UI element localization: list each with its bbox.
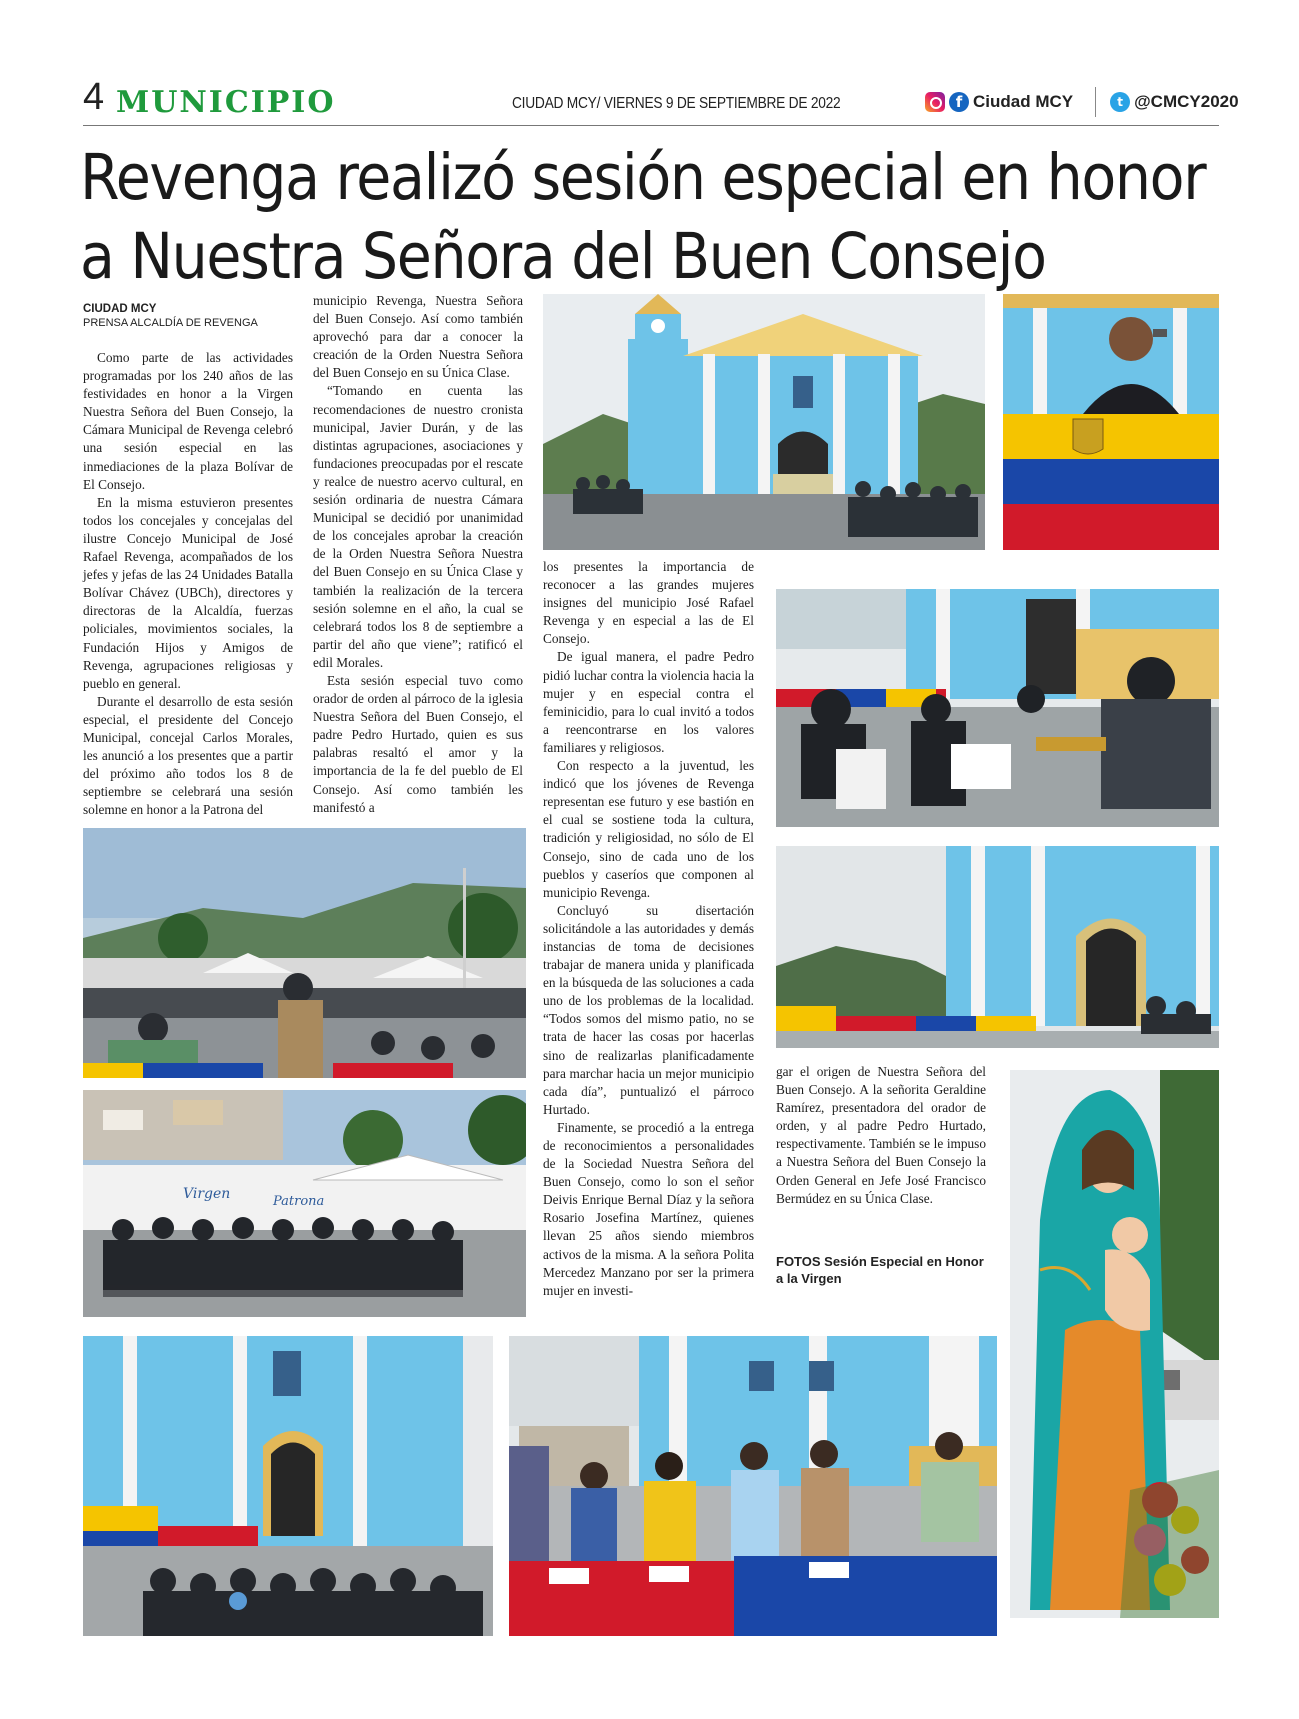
section-title: MUNICIPIO <box>116 85 336 120</box>
paragraph: Durante el desarrollo de esta sesión especial, el presidente del Concejo Municipal, concejal Carlos Morales, les anunció a los presentes que a partir del próximo año todos los 8 de septiembre se celebrará una sesión solemne en honor a la Patrona del <box>83 693 293 818</box>
photo-seated-audience <box>83 1090 526 1317</box>
headline-line-2: a Nuestra Señora del Buen Consejo <box>80 220 1046 293</box>
photo-church-side <box>776 846 1219 1048</box>
photo-virgin-statue <box>1010 1070 1219 1618</box>
headline <box>80 138 1206 296</box>
header-rule <box>83 125 1219 126</box>
paragraph: Concluyó su disertación solicitándole a las autoridades y demás instancias de toma de decisiones trabajar de manera unida y planificada en la búsqueda de las soluciones a cada uno de los problemas de la localidad. “Todos somos del mismo patio, no se trata de hacer las cosas por hacerlas sino de realizarlas planificadamente para marchar hacia un mejor municipio cada día”, puntualizó el párroco Hurtado. <box>543 902 754 1117</box>
social-divider <box>1095 87 1096 117</box>
paragraph: municipio Revenga, Nuestra Señora del Buen Consejo. Así como también aprovechó para dar a conocer la creación de la Orden Nuestra Señora del Buen Consejo en su Única Clase. <box>313 293 523 381</box>
paragraph: “Tomando en cuenta las recomendaciones de nuestro cronista municipal, Javier Durán, y de las distintas agrupaciones, asociaciones y fundaciones preocupadas por el rescate y realce de nuestro acervo cultural, en sesión ordinaria de nuestra Cámara Municipal se decidió por unanimidad de los concejales aprobar la creación de la Orden Nuestra Señora Nuestra del Buen Consejo en su Única Clase y también la realización de la tercera sesión solemne en el año, la cual se celebrará todos los 8 de septiembre a partir del año que viene”; ratificó el edil Morales. <box>313 383 523 670</box>
dateline: CIUDAD MCY/ VIERNES 9 DE SEPTIEMBRE DE 2022 <box>512 95 841 112</box>
twitter-icon: t <box>1110 92 1130 112</box>
article-column-1 <box>83 349 293 819</box>
byline <box>83 302 258 330</box>
paragraph: gar el origen de Nuestra Señora del Buen Consejo. A la señorita Geraldine Ramírez, presentadora del orador de orden, y al padre Pedro Hurtado, respectivamente. También se le impuso a Nuestra Señora del Buen Consejo la Orden General en Jefe José Francisco Bermúdez en su Única Clase. <box>776 1064 986 1206</box>
paragraph: De igual manera, el padre Pedro pidió luchar contra la violencia hacia la mujer y en especial contra el feminicidio, para lo cual invitó a todos a reencontrarse en los valores familiares y religiosos. <box>543 649 754 755</box>
social-handles <box>925 90 1239 114</box>
photo-speaker-podium <box>1003 294 1219 550</box>
photo-plaza-audience <box>83 828 526 1078</box>
twitter-handle: @CMCY2020 <box>1134 92 1239 111</box>
photo-officials-table <box>509 1336 997 1636</box>
article-column-4 <box>776 1063 986 1208</box>
article-column-2 <box>313 292 523 817</box>
byline-source: PRENSA ALCALDÍA DE REVENGA <box>83 317 258 329</box>
paragraph: Con respecto a la juventud, les indicó que los jóvenes de Revenga representan ese futuro y ese bastión en el cual se sostiene toda la cultura, tradición y religiosidad, no sólo de El Consejo, sino de cada uno de los pueblos y caseríos que componen al municipio Revenga. <box>543 758 754 900</box>
headline-line-1: Revenga realizó sesión especial en honor <box>80 141 1206 214</box>
photo-church-facade <box>543 294 985 550</box>
paragraph: los presentes la importancia de reconocer a las grandes mujeres insignes del municipio José Rafael Revenga y en especial a las de El Consejo. <box>543 559 754 647</box>
photo-caption: FOTOS Sesión Especial en Honor a la Virgen <box>776 1254 984 1286</box>
mural-text-virgen: Virgen <box>183 1186 231 1202</box>
mural-text-patrona: Patrona <box>273 1194 325 1209</box>
page-number: 4 <box>83 76 105 118</box>
photo-musicians <box>776 589 1219 827</box>
photo-church-entrance-crowd <box>83 1336 493 1636</box>
paragraph: En la misma estuvieron presentes todos los concejales y concejalas del ilustre Concejo Municipal de José Rafael Revenga, acompañados de los jefes y jefas de las 24 Unidades Batalla Bolívar Chávez (UBCh), directores y directoras de la Alcaldía, fuerzas policiales, movimientos sociales, la Fundación Hijos y Amigos de Revenga, agrupaciones religiosas y pueblo en general. <box>83 494 293 691</box>
facebook-handle: Ciudad MCY <box>973 92 1074 111</box>
instagram-icon <box>925 92 945 112</box>
paragraph: Esta sesión especial tuvo como orador de orden al párroco de la iglesia Nuestra Señora del Buen Consejo, el padre Pedro Hurtado, quien es sus palabras resaltó el amor y la importancia de la fe del pueblo de El Consejo. Así como también les manifestó a <box>313 672 523 815</box>
paragraph: Como parte de las actividades programadas por los 240 años de las festividades en honor a la Virgen Nuestra Señora del Buen Consejo, la Cámara Municipal de Revenga celebró una sesión especial en las inmediaciones de la plaza Bolívar de El Consejo. <box>83 350 293 492</box>
facebook-icon: f <box>949 92 969 112</box>
paragraph: Finamente, se procedió a la entrega de reconocimientos a personalidades de la Sociedad Nuestra Señora del Buen Consejo, como lo son el señor Deivis Enrique Bernal Díaz y la señora Rosario Josefina Martínez, quienes llevan 25 años siendo miembros activos de la misma. A la señora Polita Mercedez Manzano por ser la primera mujer en investi- <box>543 1119 754 1298</box>
article-column-3 <box>543 558 754 1300</box>
byline-outlet: CIUDAD MCY <box>83 303 157 315</box>
